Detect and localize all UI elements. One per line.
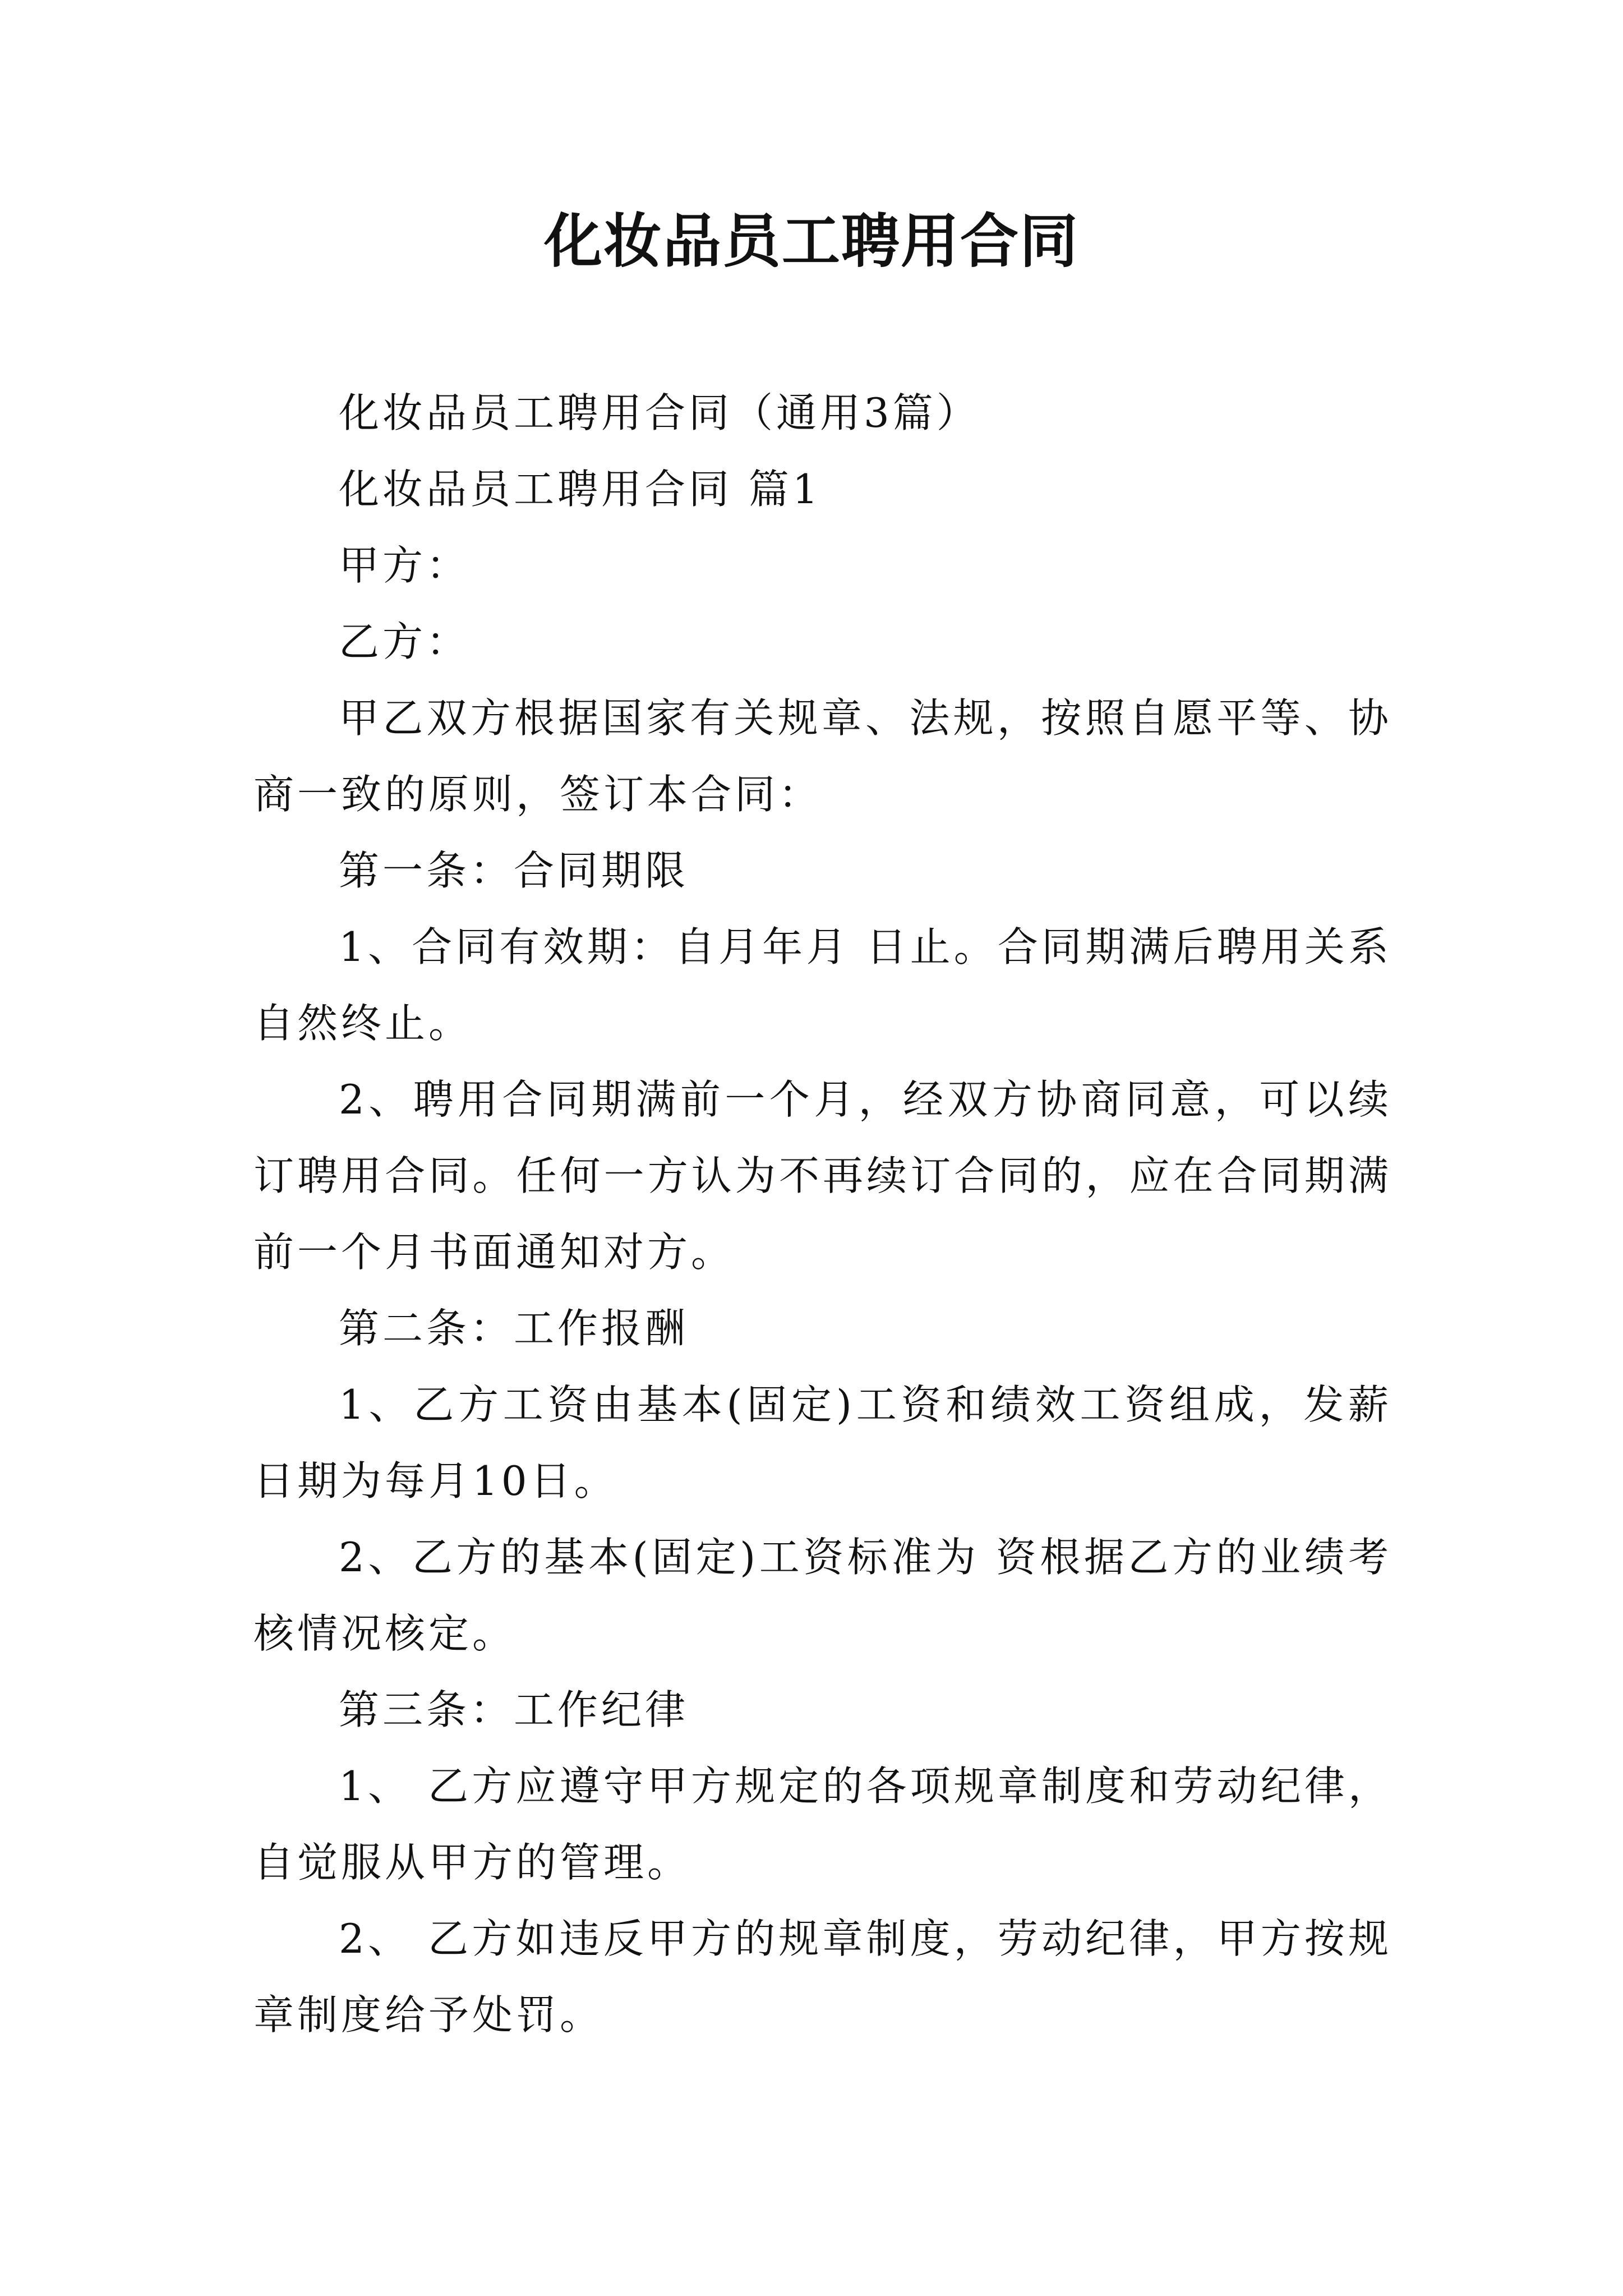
paragraph-article-2: 第二条：工作报酬 [339,1305,689,1352]
paragraph-article-1-item-2: 2、聘用合同期满前一个月，经双方协商同意，可以续订聘用合同。任何一方认为不再续订合同的，应在合同期满前一个月书面通知对方。 [253,1076,1392,1276]
paragraph-article-2-item-1: 1、乙方工资由基本(固定)工资和绩效工资组成，发薪日期为每月10日。 [253,1381,1392,1504]
paragraph-subtitle: 化妆品员工聘用合同（通用3篇） [339,389,980,436]
paragraph-party-a: 甲方： [339,542,471,589]
paragraph-preamble: 甲乙双方根据国家有关规章、法规，按照自愿平等、协商一致的原则，签订本合同： [253,694,1392,818]
document-body [253,375,1392,2053]
paragraph-section-heading: 化妆品员工聘用合同 篇1 [339,466,822,513]
paragraph-article-3: 第三条：工作纪律 [339,1686,689,1733]
paragraph-party-b: 乙方： [339,618,471,665]
document-title: 化妆品员工聘用合同 [543,206,1079,275]
paragraph-article-2-item-2: 2、乙方的基本(固定)工资标准为 资根据乙方的业绩考核情况核定。 [253,1534,1392,1657]
paragraph-article-1: 第一条：合同期限 [339,847,689,894]
paragraph-article-1-item-1: 1、合同有效期：自月年月 日止。合同期满后聘用关系自然终止。 [253,923,1392,1047]
paragraph-article-3-item-2: 2、 乙方如违反甲方的规章制度，劳动纪律，甲方按规章制度给予处罚。 [253,1915,1392,2039]
paragraph-article-3-item-1: 1、 乙方应遵守甲方规定的各项规章制度和劳动纪律，自觉服从甲方的管理。 [253,1763,1392,1886]
